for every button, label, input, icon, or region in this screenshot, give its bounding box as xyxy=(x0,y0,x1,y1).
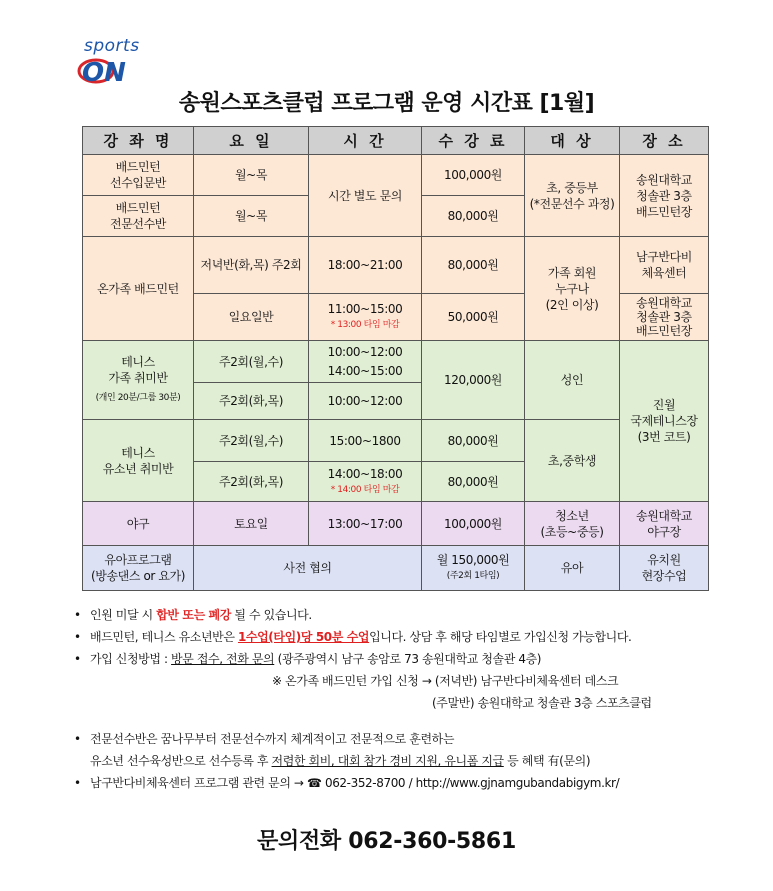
header-time: 시 간 xyxy=(309,127,422,155)
note-subline xyxy=(72,750,752,772)
sports-on-logo xyxy=(76,36,148,86)
course-name-cell xyxy=(83,341,194,420)
logo-on-text: ON xyxy=(82,58,126,86)
page-title: 송원스포츠클럽 프로그램 운영 시간표 [1월] xyxy=(178,91,595,116)
course-time-cell xyxy=(309,341,422,383)
course-target: 청소년 (초등~중등) xyxy=(525,502,620,546)
note-text: 남구반다비체육센터 프로그램 관련 문의 → ☎ 062-352-8700 / xyxy=(90,776,416,790)
notes-section xyxy=(72,604,752,794)
course-time: 시간 별도 문의 xyxy=(309,155,422,237)
course-place: 송원대학교 야구장 xyxy=(620,502,709,546)
table-row xyxy=(83,502,709,546)
course-time: 10:00~12:00 xyxy=(309,383,422,420)
course-place: 남구반다비 체육센터 xyxy=(620,237,709,294)
note-item xyxy=(72,626,752,648)
note-underline: 저렴한 회비, 대회 참가 경비 지원, 유니폼 지급 xyxy=(271,754,504,768)
course-day: 주2회(월,수) xyxy=(194,341,309,383)
course-time: 10:00~12:00 xyxy=(327,345,403,359)
header-day: 요 일 xyxy=(194,127,309,155)
note-subline: (주말반) 송원대학교 청솔관 3층 스포츠클럽 xyxy=(432,696,652,710)
course-fee-cell xyxy=(422,546,525,591)
course-place: 진월 국제테니스장 (3번 코트) xyxy=(620,341,709,502)
note-item: • 전문선수반은 꿈나무부터 전문선수까지 체계적이고 전문적으로 훈련하는 xyxy=(72,728,752,750)
table-row xyxy=(83,341,709,383)
note-item xyxy=(72,648,752,670)
course-time-cell xyxy=(309,294,422,341)
note-underline: 방문 접수, 전화 문의 xyxy=(171,652,275,666)
course-target: 성인 xyxy=(525,341,620,420)
course-place: 유치원 현장수업 xyxy=(620,546,709,591)
course-name: 온가족 배드민턴 xyxy=(83,237,194,341)
table-row xyxy=(83,237,709,294)
course-fee: 50,000원 xyxy=(422,294,525,341)
note-item xyxy=(72,604,752,626)
time-closed-note: * 13:00 타임 마감 xyxy=(330,320,400,330)
course-time: 18:00~21:00 xyxy=(309,237,422,294)
course-fee: 월 150,000원 xyxy=(436,553,510,567)
website-link[interactable]: http://www.gjnamgubandabigym.kr/ xyxy=(415,776,620,790)
course-time: 13:00~17:00 xyxy=(309,502,422,546)
time-closed-note: * 14:00 타임 마감 xyxy=(330,484,400,495)
course-target: 가족 회원 누구나 (2인 이상) xyxy=(525,237,620,341)
course-name: 테니스 가족 취미반 xyxy=(108,355,168,385)
course-target: 유아 xyxy=(525,546,620,591)
course-day: 주2회(화,목) xyxy=(194,462,309,502)
course-day: 토요일 xyxy=(194,502,309,546)
note-text: 배드민턴, 테니스 유소년반은 xyxy=(90,630,238,644)
course-schedule: 사전 협의 xyxy=(194,546,422,591)
schedule-table xyxy=(82,126,709,591)
course-day: 월~목 xyxy=(194,196,309,237)
note-text: 입니다. 상담 후 해당 타임별로 가입신청 가능합니다. xyxy=(369,630,632,644)
note-item xyxy=(72,772,752,794)
course-place: 송원대학교 청솔관 3층 배드민턴장 xyxy=(620,155,709,237)
course-target: 초, 중등부 (*전문선수 과정) xyxy=(525,155,620,237)
logo-on-icon xyxy=(76,56,148,86)
note-text: 가입 신청방법 : xyxy=(90,652,172,666)
course-name: 유아프로그램 (방송댄스 or 요가) xyxy=(83,546,194,591)
contact-phone: 문의전화 062-360-5861 xyxy=(257,829,516,854)
note-text: 유소년 선수육성반으로 선수등록 후 xyxy=(90,754,272,768)
course-name: 테니스 유소년 취미반 xyxy=(83,420,194,502)
note-text: 될 수 있습니다. xyxy=(230,608,312,622)
header-fee: 수 강 료 xyxy=(422,127,525,155)
note-text: (광주광역시 남구 송암로 73 송원대학교 청솔관 4층) xyxy=(274,652,542,666)
note-highlight: 합반 또는 폐강 xyxy=(156,608,231,622)
course-name: 배드민턴 선수입문반 xyxy=(83,155,194,196)
table-row xyxy=(83,546,709,591)
course-sub-note: (개인 20분/그룹 30분) xyxy=(95,393,181,403)
note-subline: ※ 온가족 배드민턴 가입 신청 → (저녁반) 남구반다비체육센터 데스크 xyxy=(272,674,619,688)
course-target: 초,중학생 xyxy=(525,420,620,502)
course-fee: 80,000원 xyxy=(422,462,525,502)
course-day: 일요일반 xyxy=(194,294,309,341)
course-time: 11:00~15:00 xyxy=(327,302,403,316)
course-name: 배드민턴 전문선수반 xyxy=(83,196,194,237)
course-day: 저녁반(화,목) 주2회 xyxy=(194,237,309,294)
course-place: 송원대학교 청솔관 3층 배드민턴장 xyxy=(620,294,709,341)
course-fee-note: (주2회 1타임) xyxy=(446,571,500,581)
course-day: 월~목 xyxy=(194,155,309,196)
table-row xyxy=(83,155,709,196)
course-fee: 80,000원 xyxy=(422,420,525,462)
header-target: 대 상 xyxy=(525,127,620,155)
table-row xyxy=(83,420,709,462)
header-course: 강 좌 명 xyxy=(83,127,194,155)
course-time: 14:00~15:00 xyxy=(327,364,403,378)
course-fee: 80,000원 xyxy=(422,237,525,294)
course-time: 15:00~1800 xyxy=(309,420,422,462)
course-time-cell xyxy=(309,462,422,502)
course-day: 주2회(월,수) xyxy=(194,420,309,462)
note-text: 인원 미달 시 xyxy=(90,608,157,622)
course-name: 야구 xyxy=(83,502,194,546)
course-fee: 120,000원 xyxy=(422,341,525,420)
course-day: 주2회(화,목) xyxy=(194,383,309,420)
course-time: 14:00~18:00 xyxy=(327,466,403,481)
course-fee: 100,000원 xyxy=(422,155,525,196)
table-header-row xyxy=(83,127,709,155)
logo-sports-text: sports xyxy=(84,36,140,56)
course-fee: 100,000원 xyxy=(422,502,525,546)
note-highlight: 1수업(타임)당 50분 수업 xyxy=(237,630,370,644)
header-place: 장 소 xyxy=(620,127,709,155)
note-text: 등 혜택 有(문의) xyxy=(503,754,591,768)
course-fee: 80,000원 xyxy=(422,196,525,237)
